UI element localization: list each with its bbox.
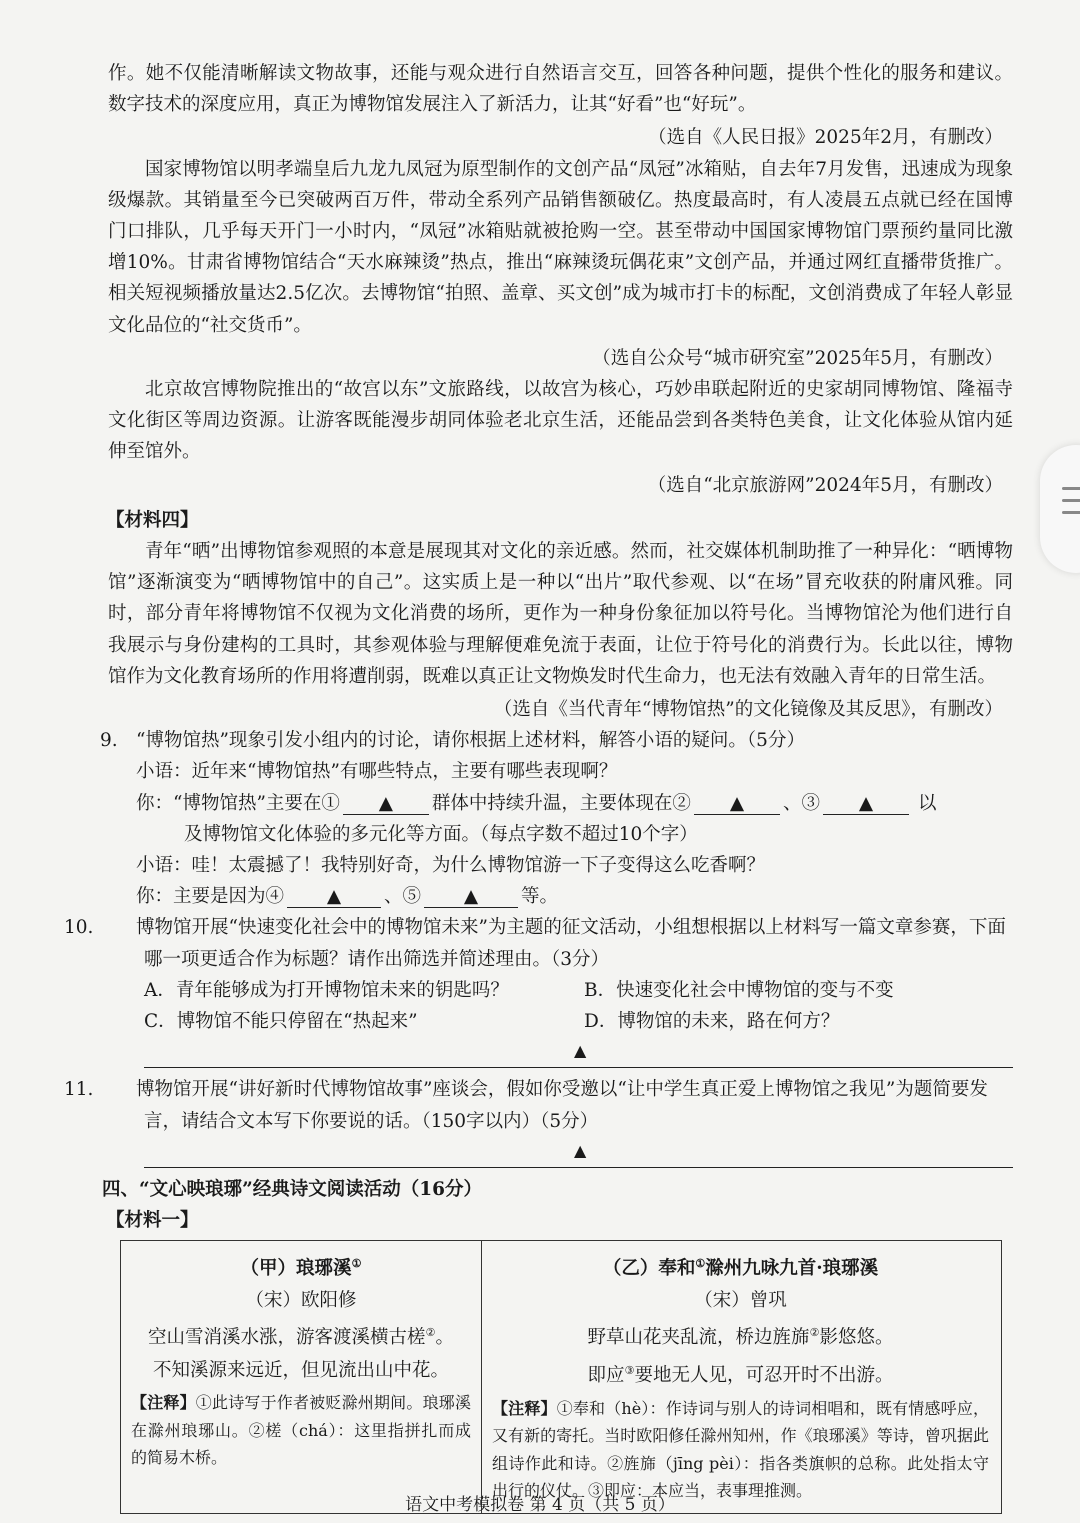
dialogue-line-4: 小语：哇！太震撼了！我特别好奇，为什么博物馆游一下子变得这么吃香啊？ [136, 855, 766, 877]
option-d[interactable]: D．博物馆的未来，路在何方？ [584, 1011, 840, 1033]
material3-para1: 作。她不仅能清晰解读文物故事，还能与观众进行自然语言交互，回答各种问题，提供个性化的服务和建议。数字技术的深度应用，真正为博物馆发展注入了新活力，让其“好看”也“好玩”。 [108, 63, 1013, 116]
question-10-text: 博物馆开展“快速变化社会中的博物馆未来”为主题的征文活动，小组想根据以上材料写一篇文章参赛，下面哪一项更适合作为标题？请作出筛选并简述理由。（3分） [136, 917, 1006, 970]
poem-jia-title: （甲）琅琊溪① [240, 1257, 362, 1280]
answer-blank-5[interactable]: ▲ [424, 887, 518, 908]
poem-yi-author: （宋）曾巩 [694, 1290, 787, 1312]
section-4-title: 四、“文心映琅琊”经典诗文阅读活动（16分） [102, 1178, 483, 1200]
question-10 [64, 912, 1013, 974]
question-11-text: 博物馆开展“讲好新时代博物馆故事”座谈会，假如你受邀以“让中学生真正爱上博物馆之我见”为题简要发言，请结合文本写下你要说的话。（150字以内）（5分） [136, 1079, 988, 1132]
poem-yi-title: （乙）奉和①滁州九咏九首·琅琊溪 [602, 1257, 879, 1280]
poems-table [120, 1240, 1002, 1513]
answer-blank-2[interactable]: ▲ [694, 794, 780, 815]
poem-jia-line2: 不知溪源来远近，但见流出山中花。 [152, 1360, 449, 1382]
question-9-text: “博物馆热”现象引发小组内的讨论，请你根据上述材料，解答小语的疑问。（5分） [136, 730, 805, 752]
dialogue-line-2 [108, 788, 1013, 819]
poem-jia-author: （宋）欧阳修 [245, 1290, 357, 1312]
answer-blank-1[interactable]: ▲ [343, 794, 429, 815]
dialogue-text: 群体中持续升温，主要体现在② [431, 792, 691, 814]
material1-header: 【材料一】 [106, 1209, 199, 1231]
dialogue-text: 以 [917, 792, 937, 814]
material3-source3: （选自“北京旅游网”2024年5月，有删改） [647, 474, 1003, 496]
dialogue-line-1: 小语：近年来“博物馆热”有哪些特点，主要有哪些表现啊？ [136, 761, 618, 783]
answer-blank-3[interactable]: ▲ [823, 794, 909, 815]
dialogue-line-3: 及博物馆文化体验的多元化等方面。（每点字数不超过10个字） [184, 823, 698, 845]
poem-jia-notes: 【注释】①此诗写于作者被贬滁州期间。琅琊溪在滁州琅琊山。②槎（chá）：这里指拼扎而成的简易木桥。 [131, 1393, 471, 1468]
question-10-number: 10. [64, 917, 94, 939]
material3-para2: 国家博物馆以明孝端皇后九龙九凤冠为原型制作的文创产品“凤冠”冰箱贴，自去年7月发售，迅速成为现象级爆款。其销量至今已突破两百万件，带动全系列产品销售额破亿。热度最高时，有人凌晨五点就已经在国博门口排队，几乎每天开门一小时内，“凤冠”冰箱贴就被抢购一空。甚至带动中国国家博物馆门票预约量同比激增10%。甘肃省博物馆结合“天水麻辣烫”热点，推出“麻辣烫玩偶花束”文创产品，并通过网红直播带货推广。相关短视频播放量达2.5亿次。去博物馆“拍照、盖章、买文创”成为城市打卡的标配，文创消费成了年轻人彰显文化品位的“社交货币”。 [108, 158, 1013, 336]
material4-source: （选自《当代青年“博物馆热”的文化镜像及其反思》，有删改） [493, 699, 1003, 721]
material3-para3: 北京故宫博物院推出的“故宫以东”文旅路线，以故宫为核心，巧妙串联起附近的史家胡同博物馆、隆福寺文化街区等周边资源。让游客既能漫步胡同体验老北京生活，还能品尝到各类特色美食，让文化体验从馆内延伸至馆外。 [108, 379, 1013, 463]
question-9-number: 9. [100, 730, 118, 752]
page-footer: 语文中考模拟卷 第 4 页（共 5 页） [405, 1495, 675, 1515]
option-c[interactable]: C．博物馆不能只停留在“热起来” [144, 1011, 418, 1033]
dialogue-text: 你：主要是因为④ [136, 886, 285, 908]
exam-page [64, 58, 1013, 1514]
material4-para: 青年“晒”出博物馆参观照的本意是展现其对文化的亲近感。然而，社交媒体机制助推了一种异化：“晒博物馆”逐渐演变为“晒博物馆中的自己”。这实质上是一种以“出片”取代参观、以“在场”冒充收获的附庸风雅。同时，部分青年将博物馆不仅视为文化消费的场所，更作为一种身份象征加以符号化。当博物馆沦为他们进行自我展示与身份建构的工具时，其参观体验与理解便难免流于表面，让位于符号化的消费行为。长此以往，博物馆作为文化教育场所的作用将遭削弱，既难以真正让文物焕发时代生命力，也无法有效融入青年的日常生活。 [108, 541, 1013, 687]
option-b[interactable]: B．快速变化社会中博物馆的变与不变 [584, 979, 894, 1001]
poem-yi-line1: 野草山花夹乱流，桥边旌旆②影悠悠。 [587, 1326, 894, 1349]
dialogue-line-5 [108, 881, 1013, 912]
triangle-mark: ▲ [574, 1041, 587, 1061]
option-a[interactable]: A．青年能够成为打开博物馆未来的钥匙吗？ [144, 979, 509, 1001]
question-9 [100, 725, 1013, 756]
dialogue-text: 、③ [782, 792, 820, 814]
poem-yi-line2: 即应③要地无人见，可忍开时不出游。 [587, 1364, 894, 1387]
dialogue-text: 、⑤ [384, 886, 422, 908]
poem-jia [121, 1241, 481, 1512]
dialogue-text: 等。 [521, 886, 559, 908]
question-11 [64, 1074, 1013, 1136]
dialogue-text: 你：“博物馆热”主要在① [136, 792, 340, 814]
poem-jia-line1: 空山雪消溪水涨，游客渡溪横古槎②。 [148, 1326, 454, 1349]
poem-yi-notes: 【注释】①奉和（hè）：作诗词与别人的诗词相唱和，既有情感呼应，又有新的寄托。当时欧阳修任滁州知州，作《琅琊溪》等诗，曾巩据此组诗作此和诗。②旌旆（jīng pèi）：指各类旗帜的总称。此处指太守出行的仪仗。③即应：本应当，表事理推测。 [492, 1398, 989, 1501]
material4-header: 【材料四】 [106, 509, 199, 531]
answer-blank-4[interactable]: ▲ [287, 887, 381, 908]
material3-source2: （选自公众号“城市研究室”2025年5月，有删改） [592, 347, 1003, 369]
poem-yi [481, 1241, 999, 1512]
question-10-options [108, 975, 1013, 1037]
menu-icon [1062, 487, 1080, 523]
answer-line-10[interactable] [144, 1037, 1013, 1068]
material3-source1: （选自《人民日报》2025年2月，有删改） [648, 127, 1003, 149]
triangle-mark: ▲ [574, 1140, 587, 1160]
answer-line-11[interactable] [144, 1137, 1013, 1168]
question-11-number: 11. [64, 1079, 94, 1101]
